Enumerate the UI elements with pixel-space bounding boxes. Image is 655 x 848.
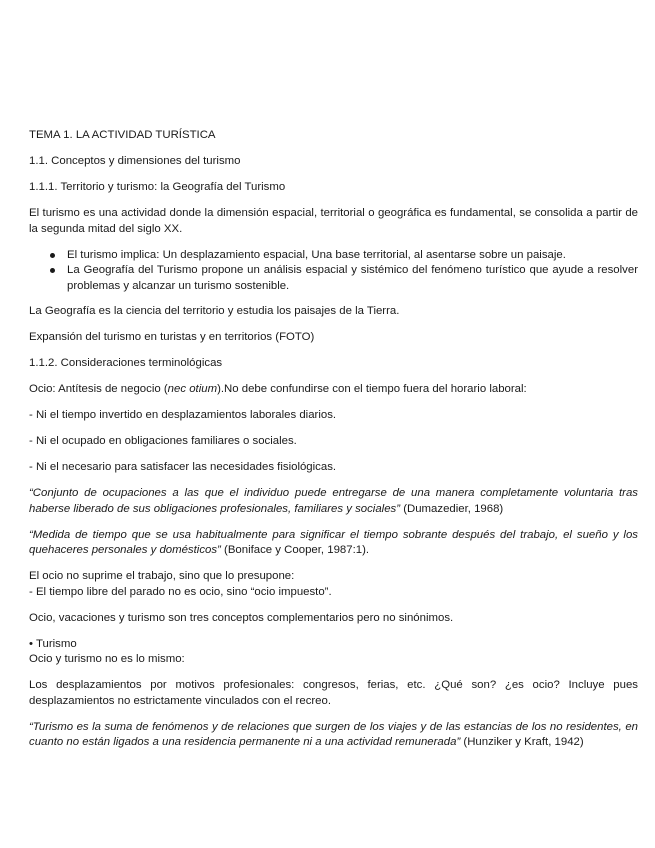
- quote-text: “Turismo es la suma de fenómenos y de relaciones que surgen de los viajes y de las estancias de los no residentes, en cuanto no están ligados a una residencia permanente ni a una actividad remunerada”: [29, 720, 638, 748]
- ni-item: - Ni el necesario para satisfacer las necesidades fisiológicas.: [29, 461, 337, 473]
- ocio-trabajo-line: El ocio no suprime el trabajo, sino que lo presupone:: [29, 570, 295, 582]
- turismo-block: [29, 637, 638, 668]
- ocio-definition-end: ).No debe confundirse con el tiempo fuera del horario laboral:: [217, 383, 527, 395]
- quote-citation: (Boniface y Cooper, 1987:1).: [220, 544, 370, 556]
- section-heading-1-1: 1.1. Conceptos y dimensiones del turismo: [29, 155, 241, 167]
- bullet-dot-icon: [50, 268, 55, 273]
- expansion-paragraph: Expansión del turismo en turistas y en territorios (FOTO): [29, 331, 315, 343]
- ni-item: - Ni el tiempo invertido en desplazamientos laborales diarios.: [29, 409, 337, 421]
- turismo-heading: • Turismo: [29, 637, 77, 650]
- bullet-dot-icon: [50, 253, 55, 258]
- ni-item: - Ni el ocupado en obligaciones familiares o sociales.: [29, 435, 297, 447]
- quote-hunziker: [29, 720, 638, 751]
- section-heading-1-1-1: 1.1.1. Territorio y turismo: la Geografía del Turismo: [29, 181, 286, 193]
- ocio-definition-start: Ocio: Antítesis de negocio (: [29, 383, 168, 395]
- bullet-text: La Geografía del Turismo propone un análisis espacial y sistémico del fenómeno turístico que ayude a resolver problemas y alcanzar un turismo sostenible.: [67, 264, 638, 292]
- ocio-trabajo-block: [29, 569, 638, 600]
- desplazamientos-paragraph: Los desplazamientos por motivos profesionales: congresos, ferias, etc. ¿Qué son? ¿es ocio? Incluye pues desplazamientos no estrictamente vinculados con el recreo.: [29, 679, 638, 707]
- quote-dumazedier: [29, 486, 638, 517]
- ocio-definition-latin: nec otium: [167, 383, 218, 395]
- quote-citation: (Dumazedier, 1968): [400, 502, 504, 515]
- bullet-text: El turismo implica: Un desplazamiento espacial, Una base territorial, al asentarse sobre un paisaje.: [67, 248, 566, 261]
- bullet-item: [29, 248, 638, 264]
- bullet-list: [29, 248, 638, 295]
- quote-citation: (Hunziker y Kraft, 1942): [460, 736, 584, 748]
- document-body: [29, 128, 638, 761]
- quote-boniface: [29, 528, 638, 559]
- section-heading-1-1-2: 1.1.2. Consideraciones terminológicas: [29, 357, 223, 369]
- intro-paragraph: El turismo es una actividad donde la dimensión espacial, territorial o geográfica es fundamental, se consolida a partir de la segunda mitad del siglo XX.: [29, 207, 638, 235]
- geografia-paragraph: La Geografía es la ciencia del territorio y estudia los paisajes de la Tierra.: [29, 305, 400, 317]
- quote-text: “Medida de tiempo que se usa habitualmente para significar el tiempo sobrante después del trabajo, el sueño y los quehaceres personales y domésticos”: [29, 528, 638, 556]
- quote-text: “Conjunto de ocupaciones a las que el individuo puede entregarse de una manera completamente voluntaria tras haberse liberado de sus obligaciones profesionales, familiares y sociales”: [29, 487, 638, 515]
- bullet-item: [29, 263, 638, 294]
- document-title: TEMA 1. LA ACTIVIDAD TURÍSTICA: [29, 129, 216, 141]
- turismo-subheading: Ocio y turismo no es lo mismo:: [29, 653, 185, 665]
- ocio-trabajo-line: - El tiempo libre del parado no es ocio, sino “ocio impuesto”.: [29, 585, 332, 598]
- conceptos-paragraph: Ocio, vacaciones y turismo son tres conceptos complementarios pero no sinónimos.: [29, 611, 454, 624]
- ocio-definition: [29, 382, 638, 398]
